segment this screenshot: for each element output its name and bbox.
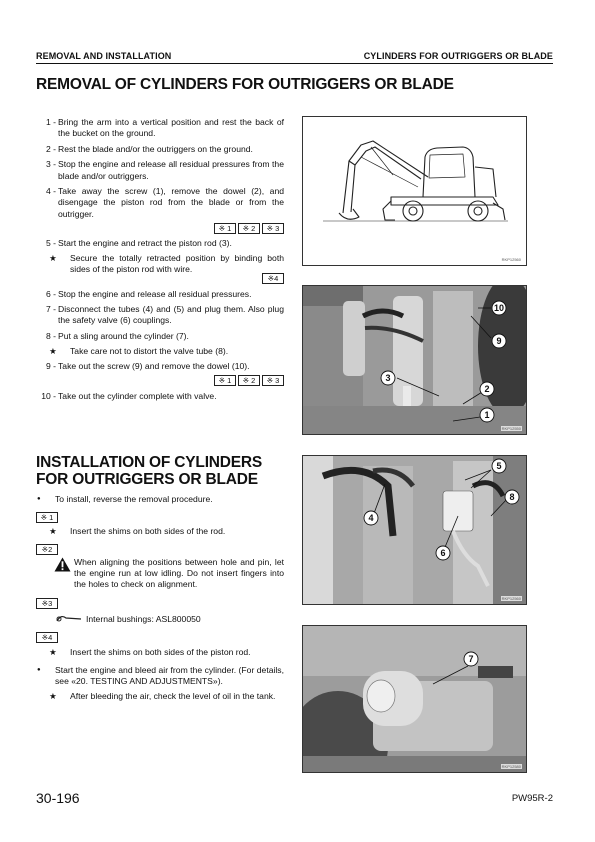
figure-code: RKP12580 (501, 764, 521, 769)
removal-step-4: 4 - Take away the screw (1), remove the dowel (2), and disengage the piston rod from the blade or from the outrigger. (45, 186, 284, 219)
bullet-icon: ● (37, 496, 41, 502)
ref-group-a (36, 223, 284, 234)
photo-cylinder-sling (302, 625, 527, 773)
ref-box: ※ 3 (262, 375, 284, 386)
ref4-label: ※4 (36, 632, 284, 643)
model-code: PW95R-2 (511, 793, 553, 804)
callout-7-label: 7 (468, 654, 474, 664)
ref-box: ※ 1 (214, 223, 236, 234)
callout-5-label: 5 (496, 461, 502, 471)
callout-3-label: 3 (385, 373, 391, 383)
install-start: ● Start the engine and bleed air from the cylinder. (For details, see «20. TESTING AND ADJUSTMENTS»). (37, 665, 284, 687)
figure-code: RKP12560 (501, 257, 521, 262)
star-icon: ★ (49, 526, 57, 537)
installation-title: INSTALLATION OF CYLINDERS FOR OUTRIGGERS OR BLADE (36, 454, 263, 488)
ref-box: ※4 (262, 273, 284, 284)
ref-box: ※ 3 (262, 223, 284, 234)
ref-box: ※ 1 (214, 375, 236, 386)
removal-step-5: 5 - Start the engine and retract the piston rod (3). (45, 238, 232, 249)
ref1-note: ★ Insert the shims on both sides of the rod. (36, 526, 284, 537)
removal-title: REMOVAL OF CYLINDERS FOR OUTRIGGERS OR BLADE (36, 76, 454, 93)
star-icon: ★ (49, 345, 57, 356)
ref3-tool: Internal bushings: ASL800050 (56, 613, 284, 626)
star-icon: ★ (49, 647, 57, 658)
removal-step-6: 6 - Stop the engine and release all residual pressures. (45, 288, 252, 299)
start-note: ★ After bleeding the air, check the level of oil in the tank. (36, 691, 284, 702)
ref-box: ※ 2 (238, 375, 260, 386)
callout-4-label: 4 (368, 513, 374, 523)
ref2-label: ※2 (36, 544, 284, 555)
machine-drawing (302, 116, 527, 266)
callout-2-label: 2 (484, 384, 490, 394)
callout-8-label: 8 (509, 492, 515, 502)
ref-box: ※ 2 (238, 223, 260, 234)
star-icon: ★ (49, 690, 57, 701)
removal-step-1: 1 - Bring the arm into a vertical position and rest the back of the bucket on the ground. (45, 117, 284, 139)
removal-step-7: 7 - Disconnect the tubes (4) and (5) and plug them. Also plug the safety valve (6) couplings. (45, 304, 284, 326)
ref-group-c (36, 375, 284, 386)
removal-step-9: 9 - Take out the screw (9) and remove the dowel (10). (45, 360, 250, 371)
ref2-warning: When aligning the positions between hole and pin, let the engine run at low idling. Do not insert fingers into the holes to check on alignment. (54, 557, 284, 591)
figure-code: RKP12550 (501, 426, 521, 431)
running-header-topic: CYLINDERS FOR OUTRIGGERS OR BLADE (363, 51, 553, 61)
figure-code: RKP12560 (501, 596, 521, 601)
removal-step-10: 10 - Take out the cylinder complete with valve. (41, 390, 217, 401)
bullet-icon: ● (37, 667, 41, 674)
ref3-label: ※3 (36, 598, 284, 609)
running-header-section: REMOVAL AND INSTALLATION (36, 51, 172, 61)
callout-10-label: 10 (493, 303, 505, 313)
removal-step-3: 3 - Stop the engine and release all residual pressures from the blade and/or outriggers. (45, 159, 284, 181)
install-intro: ● To install, reverse the removal procedure. (37, 494, 213, 504)
removal-step-2: 2 - Rest the blade and/or the outriggers on the ground. (45, 143, 253, 154)
callout-1-label: 1 (484, 410, 490, 420)
removal-steps (36, 117, 284, 406)
callout-6-label: 6 (440, 548, 446, 558)
removal-step-8: 8 - Put a sling around the cylinder (7). (45, 330, 189, 341)
photo-tubes-valve (302, 455, 527, 605)
warning-icon (54, 557, 74, 591)
tool-icon (56, 613, 86, 626)
header-rule (36, 63, 553, 64)
page-number: 30-196 (36, 790, 80, 806)
star-icon: ★ (49, 252, 57, 263)
installation-steps (36, 494, 284, 706)
step5-note: ★ Secure the totally retracted position by binding both sides of the piston rod with wire. (36, 253, 284, 275)
ref1-label: ※ 1 (36, 512, 284, 523)
callout-9-label: 9 (496, 336, 502, 346)
step8-note: ★ Take care not to distort the valve tube (8). (36, 346, 284, 357)
ref4-note: ★ Insert the shims on both sides of the piston rod. (36, 647, 284, 658)
photo-cylinder-pins (302, 285, 527, 435)
